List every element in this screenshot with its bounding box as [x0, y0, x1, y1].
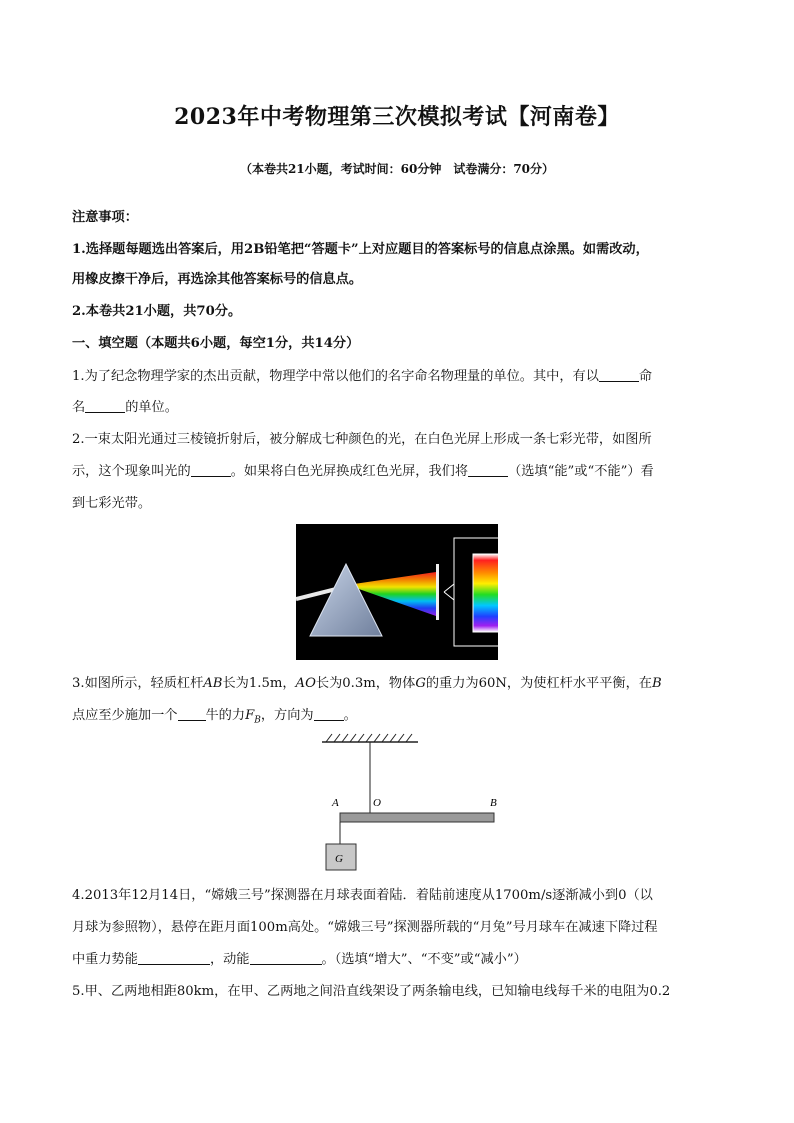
notice-item-1-line-1: 1.选择题每题选出答案后，用2B铅笔把“答题卡”上对应题目的答案标号的信息点涂黑。如需改动， — [72, 242, 649, 257]
ceiling-hatch — [326, 734, 412, 742]
question-2-line-3: 到七彩光带。 — [72, 496, 152, 511]
label-g: G — [335, 853, 343, 865]
answer-blank[interactable] — [250, 950, 322, 965]
question-2-line-2: 示，这个现象叫光的 。如果将白色光屏换成红色光屏，我们将 （选填“能”或“不能”）看 — [72, 464, 654, 479]
question-4-line-1: 4.2013年12月14日，“嫦娥三号”探测器在月球表面着陆．着陆前速度从1700m/s逐渐减小到0（以 — [72, 888, 653, 903]
answer-blank[interactable] — [85, 398, 125, 413]
notice-item-2: 2.本卷共21小题，共70分。 — [72, 304, 242, 319]
answer-blank[interactable] — [178, 706, 206, 721]
question-4-line-3: 中重力势能 ，动能 。（选填“增大”、“不变”或“减小”） — [72, 952, 527, 967]
section-1-heading: 一、填空题（本题共6小题，每空1分，共14分） — [72, 336, 360, 351]
exam-info: （本卷共21小题，考试时间：60分钟 试卷满分：70分） — [239, 162, 555, 176]
answer-blank[interactable] — [138, 950, 210, 965]
question-1-line-1: 1.为了纪念物理学家的杰出贡献，物理学中常以他们的名字命名物理量的单位。其中，有以 命 — [72, 369, 653, 384]
question-3-line-1: 3.如图所示，轻质杠杆AB长为1.5m，AO长为0.3m，物体G的重力为60N，为使杠杆水平平衡，在B — [72, 676, 662, 691]
question-2-line-1: 2.一束太阳光通过三棱镜折射后，被分解成七种颜色的光，在白色光屏上形成一条七彩光带，如图所 — [72, 432, 652, 447]
notice-item-1-line-2: 用橡皮擦干净后，再选涂其他答案标号的信息点。 — [72, 272, 363, 287]
spectrum-band — [473, 554, 498, 632]
question-4-line-2: 月球为参照物），悬停在距月面100m高处。“嫦娥三号”探测器所载的“月兔”号月球车在减速下降过程 — [72, 920, 658, 935]
label-a: A — [332, 797, 339, 809]
answer-blank[interactable] — [191, 462, 231, 477]
answer-blank[interactable] — [314, 706, 344, 721]
answer-blank[interactable] — [599, 367, 639, 382]
question-3-line-2: 点应至少施加一个 牛的力$F_B$，方向为 。 — [72, 708, 357, 726]
page-title: 2023年中考物理第三次模拟考试【河南卷】 — [174, 104, 620, 130]
lever-figure — [318, 732, 508, 872]
screen — [436, 564, 439, 620]
answer-blank[interactable] — [468, 462, 508, 477]
question-5-line-1: 5.甲、乙两地相距80km，在甲、乙两地之间沿直线架设了两条输电线，已知输电线每千米的电阻为0.2 — [72, 984, 671, 999]
notice-heading: 注意事项： — [72, 210, 138, 225]
label-o: O — [373, 797, 381, 809]
question-1-line-2: 名 的单位。 — [72, 400, 178, 415]
lever-bar — [340, 813, 494, 822]
label-b: B — [490, 797, 497, 809]
prism-dispersion-figure — [296, 524, 498, 660]
